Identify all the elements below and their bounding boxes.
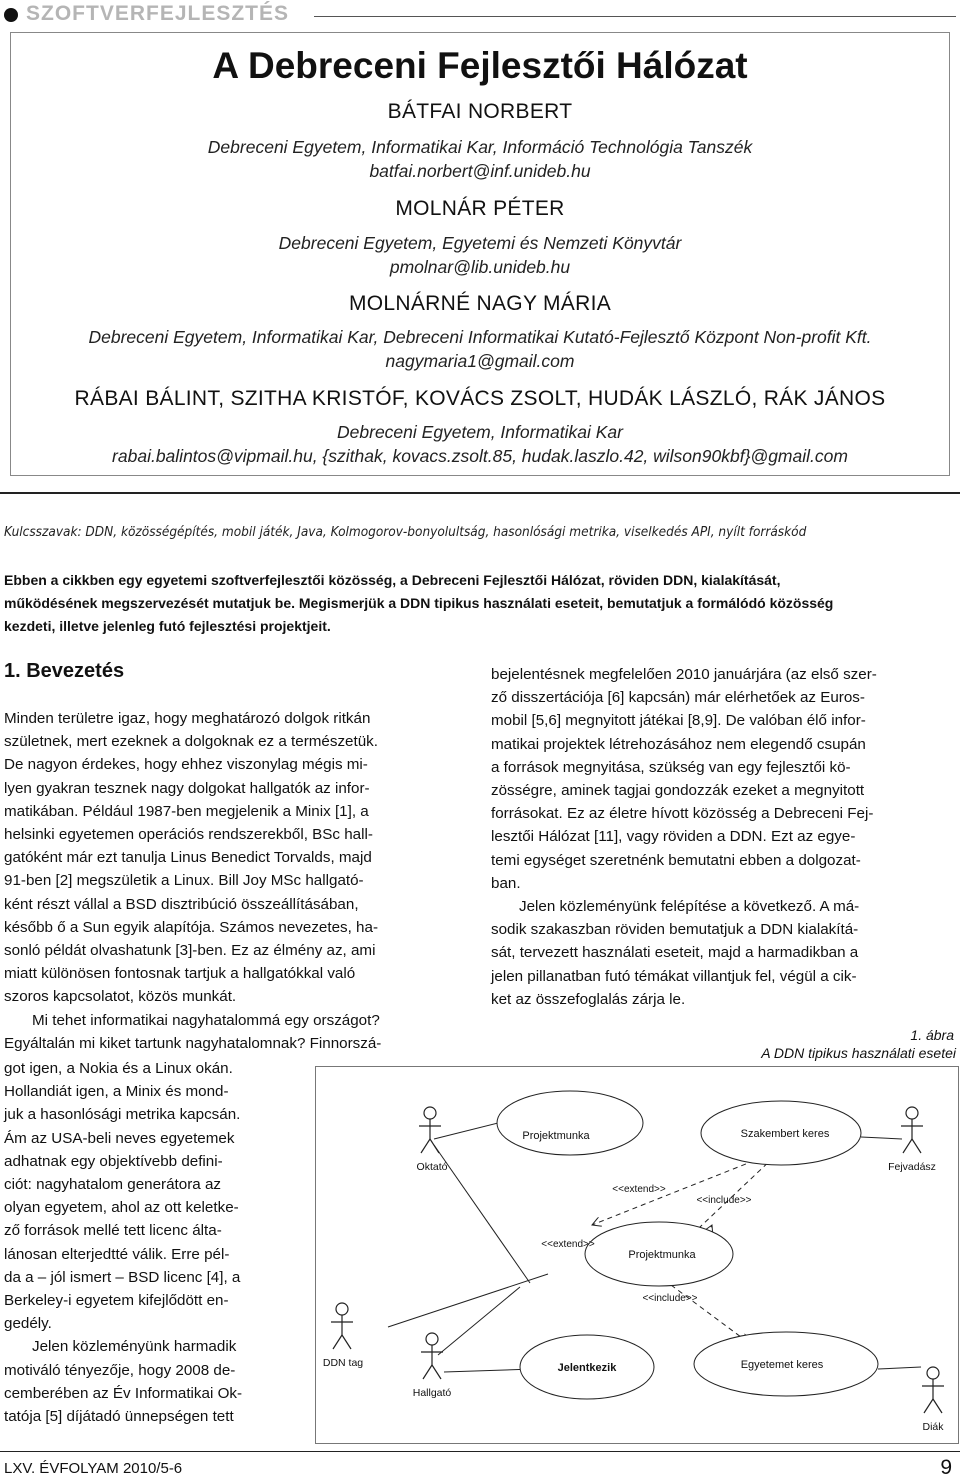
author-name: BÁTFAI NORBERT <box>387 100 573 123</box>
text-line: később ő a Sun egyik alapítója. Számos nevezetes, ha- <box>4 918 379 936</box>
figure-number: 1. ábra <box>910 1027 954 1043</box>
text-line: matikában. Például 1987-ben megjelenik a Minix [1], a <box>4 802 369 820</box>
use-case-label: Egyetemet keres <box>740 1359 824 1371</box>
text-line: sát, tervezett használati eseteit, majd a harmadikban a <box>491 944 859 962</box>
author-name: MOLNÁRNÉ NAGY MÁRIA <box>348 292 612 315</box>
author-affiliation: Debreceni Egyetem, Informatikai Kar, Információ Technológia Tanszék <box>207 137 753 157</box>
text-line: sodik szakaszban röviden bemutatjuk a DDN kialakítá- <box>491 921 859 939</box>
figure-caption: A DDN tipikus használati esetei <box>761 1045 956 1061</box>
text-line: jelen pillanatban futó témákat villantjuk fel, végül a cik- <box>491 967 857 985</box>
text-line: Hollandiát igen, a Minix és mond- <box>4 1083 229 1101</box>
article-title: A Debreceni Fejlesztői Hálózat <box>212 45 748 86</box>
text-line: olyan egyetem, ahol az ott keletke- <box>4 1199 239 1217</box>
text-line: adhatnak egy objektívebb defini- <box>4 1152 223 1170</box>
section-rule <box>314 16 956 17</box>
text-line: helsinki egyetemen operációs rendszerekből, BSc hall- <box>4 826 373 844</box>
actor-icon <box>922 1367 944 1413</box>
actor-label: Diák <box>922 1421 944 1433</box>
relation-label: <<extend>> <box>612 1184 666 1195</box>
text-line: mobil [5,6] megnyitott játékai [8,9]. De valóban élő infor- <box>491 712 866 730</box>
text-line: da a – jól ismert – BSD licenc [4], a <box>4 1268 241 1286</box>
text-line: got igen, a Nokia és a Linux okán. <box>4 1060 233 1077</box>
actor-icon <box>421 1333 443 1379</box>
actor-icon <box>901 1107 923 1153</box>
use-case-label: Jelentkezik <box>557 1362 617 1374</box>
text-line: ban. <box>491 874 521 892</box>
text-line: temi egységet szeretnénk bemutatni ebben a dolgozat- <box>491 851 861 869</box>
abstract-line: kezdeti, illetve jelenleg futó fejlesztési projektjeit. <box>4 618 331 634</box>
text-line: motiváló tényezője, hogy 2008 de- <box>4 1361 236 1379</box>
text-line: 91-ben [2] megszületik a Linux. Bill Joy MSc hallgató- <box>4 872 364 890</box>
relation-label: <<include>> <box>642 1293 698 1304</box>
text-line: Jelen közleményünk harmadik <box>32 1338 237 1356</box>
text-line: lánosan elterjedtté válik. Erre pél- <box>4 1245 230 1263</box>
use-case-label: Projektmunka <box>522 1130 590 1142</box>
author-affiliation: Debreceni Egyetem, Informatikai Kar, Debreceni Informatikai Kutató-Fejlesztő Központ Non-profit Kft. <box>88 327 872 347</box>
actor-labels <box>323 1161 944 1433</box>
actor-icon <box>419 1107 441 1153</box>
use-case-label: Szakembert keres <box>740 1128 830 1140</box>
text-line: tatója [5] díjátadó ünnepségen tett <box>4 1408 234 1426</box>
abstract-line: működésének megszervezését mutatjuk be. Megismerjük a DDN tipikus használati eseteit, bemutatjuk a formálódó közösség <box>4 595 834 611</box>
text-line: juk a hasonlósági metrika kapcsán. <box>4 1106 241 1124</box>
right-column <box>491 663 957 1011</box>
text-line: cemberében az Év Informatikai Ok- <box>4 1384 243 1402</box>
section-heading: 1. Bevezetés <box>4 660 125 682</box>
text-line: szoros kapcsolatot, közös munkát. <box>4 988 237 1006</box>
author-email: batfai.norbert@inf.unideb.hu <box>369 161 591 181</box>
text-line: zösségre, aminek tagjai gondozzák ezeket a megnyitott <box>491 782 865 800</box>
text-line: forrásokat. Ez az életre hívott közösség a Debreceni Fej- <box>491 805 874 823</box>
title-box <box>10 32 950 476</box>
use-case-label: Projektmunka <box>628 1249 696 1261</box>
text-line: ző disszertációja [6] kapcsán) már elérhetőek az Euros- <box>491 689 865 707</box>
section-label: SZOFTVERFEJLESZTÉS <box>26 2 290 25</box>
author-email: pmolnar@lib.unideb.hu <box>389 257 571 277</box>
author-name: RÁBAI BÁLINT, SZITHA KRISTÓF, KOVÁCS ZSOLT, HUDÁK LÁSZLÓ, RÁK JÁNOS <box>74 387 886 410</box>
text-line: Egyáltalán mi kiket tartunk nagyhatalomnak? Finnorszá- <box>4 1034 382 1052</box>
author-affiliation: Debreceni Egyetem, Egyetemi és Nemzeti Könyvtár <box>278 233 682 253</box>
text-line: gedély. <box>4 1315 52 1333</box>
use-case-projektmunka-top <box>497 1091 643 1155</box>
text-line: Berkeley-i egyetem kifejlődött en- <box>4 1292 229 1310</box>
section-header <box>0 0 960 30</box>
relation-label: <<extend>> <box>541 1239 595 1250</box>
footer-issue: LXV. ÉVFOLYAM 2010/5-6 <box>4 1460 183 1477</box>
actor-label: Fejvadász <box>888 1161 936 1173</box>
text-line: Minden területre igaz, hogy meghatározó dolgok ritkán <box>4 710 371 727</box>
text-line: Jelen közleményünk felépítése a következő. A má- <box>519 898 860 916</box>
author-name: MOLNÁR PÉTER <box>395 197 565 220</box>
text-line: De nagyon érdekes, hogy ehhez viszonylag mégis mi- <box>4 756 368 774</box>
relation-label: <<include>> <box>696 1195 752 1206</box>
text-line: Ám az USA-beli neves egyetemek <box>4 1129 235 1147</box>
actor-label: Hallgató <box>412 1387 452 1399</box>
text-line: lesztői Hálózat [11], vagy röviden a DDN. Ezt az egye- <box>491 828 856 846</box>
left-column-narrow <box>4 1057 296 1428</box>
text-line: sonló példát olvashatunk [3]-ben. Ez az élmény az, ami <box>4 942 376 960</box>
author-email: rabai.balintos@vipmail.hu, {szithak, kovacs.zsolt.85, hudak.laszlo.42, wilson90kbf}@gmail.com <box>112 446 848 466</box>
left-column <box>4 707 470 1055</box>
text-line: születnek, mert ezeknek a dolgoknak ez a természetük. <box>4 733 378 751</box>
use-case-diagram <box>315 1066 959 1444</box>
text-line: ként részt vállal a BSD disztribúció összeállításában, <box>4 895 359 913</box>
diagram-canvas <box>316 1067 958 1443</box>
author-affiliation: Debreceni Egyetem, Informatikai Kar <box>337 422 623 442</box>
text-line: ket az összefoglalás zárja le. <box>491 990 686 1008</box>
actor-label: DDN tag <box>322 1357 364 1369</box>
footer-rule <box>0 1451 960 1452</box>
actor-icon <box>331 1303 353 1349</box>
text-line: matikai projektek létrehozásához nem elegendő csupán <box>491 735 866 753</box>
text-line: a források megnyitása, szükség van egy fejlesztői kö- <box>491 758 851 776</box>
bullet-icon <box>4 8 18 22</box>
text-line: lyen gyakran tesznek nagy dolgokat hallgatók az infor- <box>4 779 370 797</box>
text-line: miatt különösen fontosnak tartjuk a hallgatókkal való <box>4 965 356 983</box>
keywords: Kulcsszavak: DDN, közösségépítés, mobil játék, Java, Kolmogorov-bonyolultság, hasonlósági metrika, viselkedés API, nyílt forráskód <box>4 524 807 540</box>
author-email: nagymaria1@gmail.com <box>385 351 575 371</box>
text-line: ző források mellé tett licenc álta- <box>4 1222 222 1240</box>
text-line: ciót: nagyhatalom generátora az <box>4 1176 221 1194</box>
text-line: gatóként már ezt tanulja Linus Benedict Torvalds, majd <box>4 849 372 867</box>
divider <box>0 492 960 494</box>
text-line: Mi tehet informatikai nagyhatalommá egy országot? <box>32 1011 380 1029</box>
actor-label: Oktató <box>416 1161 448 1173</box>
abstract-line: Ebben a cikkben egy egyetemi szoftverfejlesztői közösség, a Debreceni Fejlesztői Hálózat, röviden DDN, kialakítását, <box>4 572 781 588</box>
abstract <box>4 569 956 638</box>
text-line: bejelentésnek megfelelően 2010 januárjára (az első szer- <box>491 666 877 683</box>
page-number: 9 <box>940 1456 952 1479</box>
